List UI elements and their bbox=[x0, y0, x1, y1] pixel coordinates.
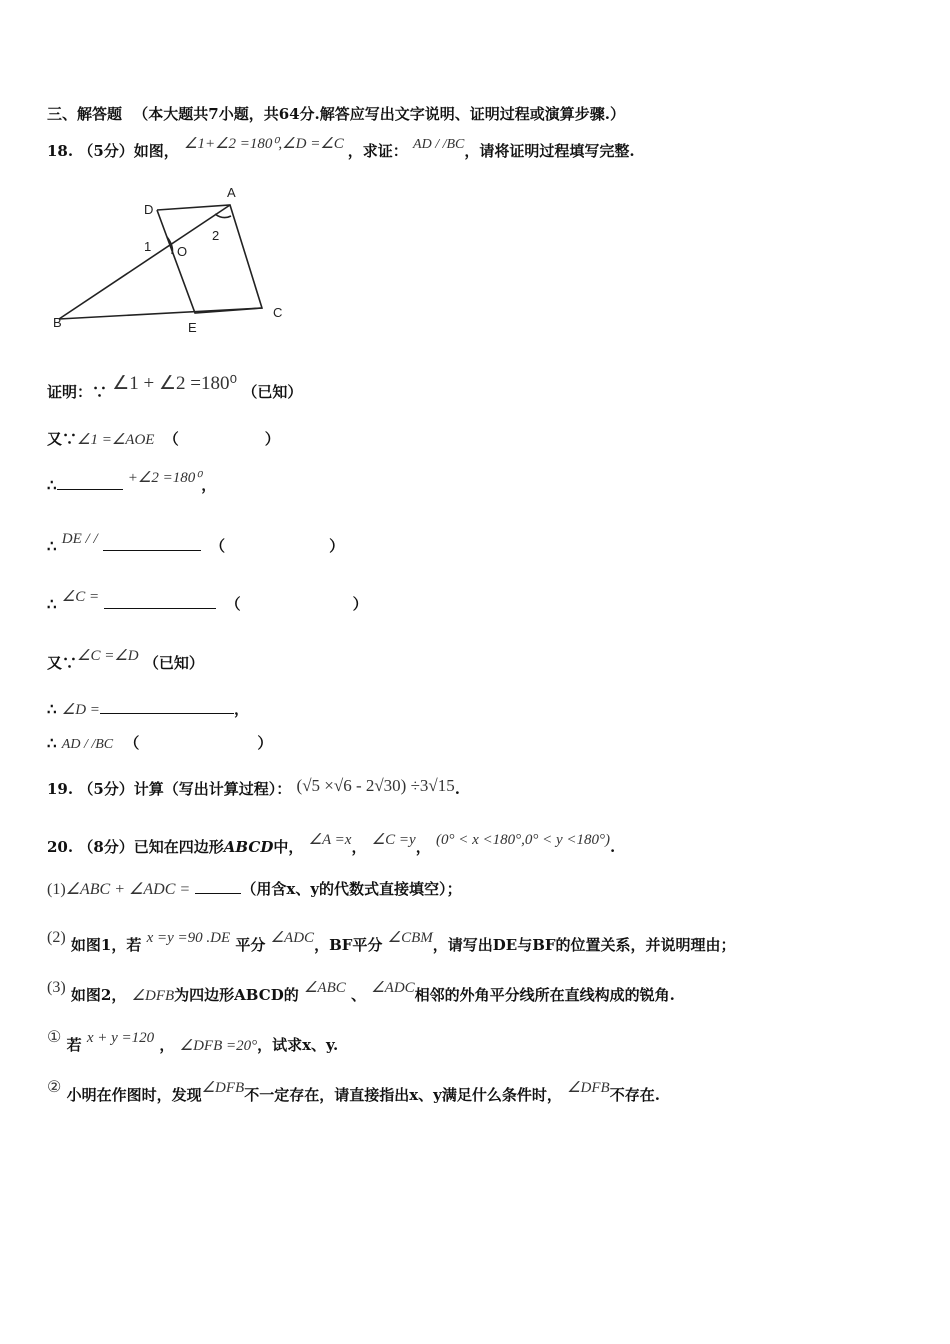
label-D: D bbox=[144, 202, 154, 217]
proof-l5-blank[interactable] bbox=[104, 594, 216, 609]
q20-s1-mark: ① bbox=[47, 1029, 62, 1046]
q20-cond1: ∠A =x bbox=[308, 832, 352, 848]
proof-l8-open: （ bbox=[124, 734, 140, 752]
q20-s1-t1: ， bbox=[159, 1036, 175, 1054]
proof-l4-math: DE / / bbox=[61, 531, 98, 547]
proof-l8-math: AD / /BC bbox=[61, 737, 114, 752]
q20-s2-t1: 不一定存在，请直接指出x、y满足什么条件时， bbox=[244, 1086, 562, 1104]
proof-l4-open: （ bbox=[210, 537, 226, 555]
label-E: E bbox=[188, 320, 197, 335]
q20-part-2 bbox=[47, 929, 736, 955]
q19-statement bbox=[47, 778, 460, 799]
q20-p3-num: (3) bbox=[47, 979, 66, 996]
q20-number: 20. bbox=[47, 838, 74, 856]
section-note: （本大题共7小题，共64分.解答应写出文字说明、证明过程或演算步骤.） bbox=[133, 105, 626, 123]
q20-p3-m2: ∠ABC bbox=[303, 980, 346, 996]
proof-l3-tail: ， bbox=[201, 476, 217, 494]
section-title: 三、解答题 bbox=[47, 105, 123, 123]
proof-l2-close: ） bbox=[264, 430, 280, 448]
q20-p1-note: （用含x、y的代数式直接填空） bbox=[241, 880, 447, 898]
label-2: 2 bbox=[212, 228, 220, 243]
segment-BA bbox=[59, 205, 230, 319]
q20-s2-mark: ② bbox=[47, 1079, 62, 1096]
q19-end: . bbox=[454, 780, 460, 798]
proof-l1-reason: （已知） bbox=[242, 383, 303, 401]
proof-l1-prefix: 证明：∵ bbox=[47, 383, 108, 401]
q20-p2-t2: ，BF平分 bbox=[314, 936, 383, 954]
q18-number: 18. bbox=[47, 142, 74, 160]
q18-statement bbox=[47, 136, 635, 161]
label-O: O bbox=[177, 244, 188, 259]
segment-BC bbox=[59, 308, 262, 319]
q20-score: （8分） bbox=[78, 838, 134, 856]
q20-p1-num: (1) bbox=[47, 881, 66, 898]
q20-s1-lead: 若 bbox=[66, 1036, 82, 1054]
q20-abcd: ABCD bbox=[223, 838, 274, 856]
proof-line-6 bbox=[47, 648, 204, 673]
proof-line-8 bbox=[47, 732, 272, 753]
proof-l2-open: （ bbox=[163, 430, 179, 448]
q20-comma1: ， bbox=[351, 838, 367, 856]
proof-l4-prefix: ∴ bbox=[47, 537, 57, 555]
q20-lead: 已知在四边形 bbox=[133, 838, 224, 856]
q18-prove: AD / /BC bbox=[413, 137, 465, 152]
proof-l7-math: ∠D = bbox=[61, 702, 100, 718]
q20-sub-2 bbox=[47, 1079, 660, 1105]
q20-s2-m2: ∠DFB bbox=[567, 1080, 610, 1096]
q20-p1-blank[interactable] bbox=[195, 879, 241, 894]
q20-statement bbox=[47, 832, 616, 857]
proof-l2-math: ∠1 =∠AOE bbox=[77, 432, 155, 448]
q20-mid: 中， bbox=[273, 838, 304, 856]
q20-p2-t1: 平分 bbox=[235, 936, 266, 954]
proof-line-7 bbox=[47, 698, 249, 719]
section-header bbox=[47, 103, 625, 124]
proof-l1-math: ∠1 + ∠2 =180⁰ bbox=[112, 373, 238, 394]
q20-part-3 bbox=[47, 979, 675, 1005]
q18-figure bbox=[47, 180, 307, 340]
q20-s1-t2: ，试求x、y. bbox=[257, 1036, 339, 1054]
q20-p3-m1: ∠DFB bbox=[131, 988, 175, 1004]
q18-tail: ，请将证明过程填写完整. bbox=[464, 142, 635, 160]
quadrilateral-DACE bbox=[157, 205, 262, 313]
proof-l5-close: ） bbox=[352, 595, 368, 613]
q20-p3-m3: ∠ADC bbox=[371, 980, 415, 996]
q20-p2-m2: ∠ADC bbox=[270, 930, 315, 946]
proof-l7-prefix: ∴ bbox=[47, 700, 57, 718]
q19-text: 计算（写出计算过程）： bbox=[133, 780, 292, 798]
q20-s1-m1: x + y =120 bbox=[86, 1030, 155, 1046]
q19-score: （5分） bbox=[78, 780, 134, 798]
q20-s2-m1: ∠DFB bbox=[201, 1080, 245, 1096]
proof-l5-open: （ bbox=[225, 595, 241, 613]
q18-score: （5分） bbox=[78, 142, 134, 160]
q20-comma2: ， bbox=[415, 838, 431, 856]
proof-l8-prefix: ∴ bbox=[47, 734, 57, 752]
q20-s1-m2: ∠DFB =20° bbox=[179, 1038, 258, 1054]
q20-p1-tail: ； bbox=[446, 880, 462, 898]
q19-number: 19. bbox=[47, 780, 74, 798]
label-B: B bbox=[53, 315, 62, 330]
label-A: A bbox=[227, 185, 236, 200]
q20-range: (0° < x <180°,0° < y <180°) bbox=[435, 832, 610, 848]
angle-2-arc bbox=[215, 214, 231, 218]
q20-end: . bbox=[610, 838, 616, 856]
q20-part-1 bbox=[47, 878, 462, 899]
proof-line-5 bbox=[47, 589, 368, 614]
q20-p2-lead: 如图1，若 bbox=[70, 936, 142, 954]
q20-p2-num: (2) bbox=[47, 929, 66, 946]
q20-p2-m3: ∠CBM bbox=[387, 930, 433, 946]
q20-sub-1 bbox=[47, 1029, 339, 1055]
proof-l5-math: ∠C = bbox=[61, 589, 100, 605]
proof-l8-close: ） bbox=[257, 734, 273, 752]
q20-p3-t1: 为四边形ABCD的 bbox=[174, 986, 299, 1004]
label-C: C bbox=[273, 305, 283, 320]
proof-line-4 bbox=[47, 531, 345, 556]
q20-p3-t3: 相邻的外角平分线所在直线构成的锐角. bbox=[414, 986, 675, 1004]
proof-l5-prefix: ∴ bbox=[47, 595, 57, 613]
q18-prove-label: ，求证： bbox=[347, 142, 408, 160]
proof-l4-blank[interactable] bbox=[103, 536, 201, 551]
proof-l3-blank[interactable] bbox=[57, 475, 123, 490]
q20-s2-t2: 不存在. bbox=[609, 1086, 660, 1104]
proof-l2-prefix: 又∵ bbox=[47, 430, 78, 448]
proof-l4-close: ） bbox=[329, 537, 345, 555]
q18-lead: 如图， bbox=[133, 142, 179, 160]
proof-line-2 bbox=[47, 428, 280, 449]
proof-line-3 bbox=[47, 470, 217, 495]
proof-l6-reason: （已知） bbox=[143, 654, 204, 672]
q20-p3-t2: 、 bbox=[350, 986, 366, 1004]
label-1: 1 bbox=[144, 239, 152, 254]
q19-expression: (√5 ×√6 - 2√30) ÷3√15 bbox=[296, 776, 455, 795]
q20-p3-lead: 如图2， bbox=[70, 986, 127, 1004]
proof-l3-math: +∠2 =180⁰ bbox=[127, 470, 202, 486]
proof-l7-tail: ， bbox=[233, 700, 249, 718]
q20-p2-math: x =y =90 .DE bbox=[146, 930, 231, 946]
proof-l3-prefix: ∴ bbox=[47, 476, 57, 494]
proof-l6-prefix: 又∵ bbox=[47, 654, 78, 672]
proof-line-1 bbox=[47, 373, 303, 403]
proof-l6-math: ∠C =∠D bbox=[77, 648, 139, 664]
proof-l7-blank[interactable] bbox=[100, 699, 234, 714]
q20-cond2: ∠C =y bbox=[371, 832, 416, 848]
q20-p2-t3: ，请写出DE与BF的位置关系，并说明理由； bbox=[432, 936, 736, 954]
q20-s2-lead: 小明在作图时，发现 bbox=[66, 1086, 202, 1104]
q20-p1-math: ∠ABC + ∠ADC = bbox=[65, 881, 191, 898]
q18-given: ∠1+∠2 =180⁰,∠D =∠C bbox=[184, 136, 344, 152]
